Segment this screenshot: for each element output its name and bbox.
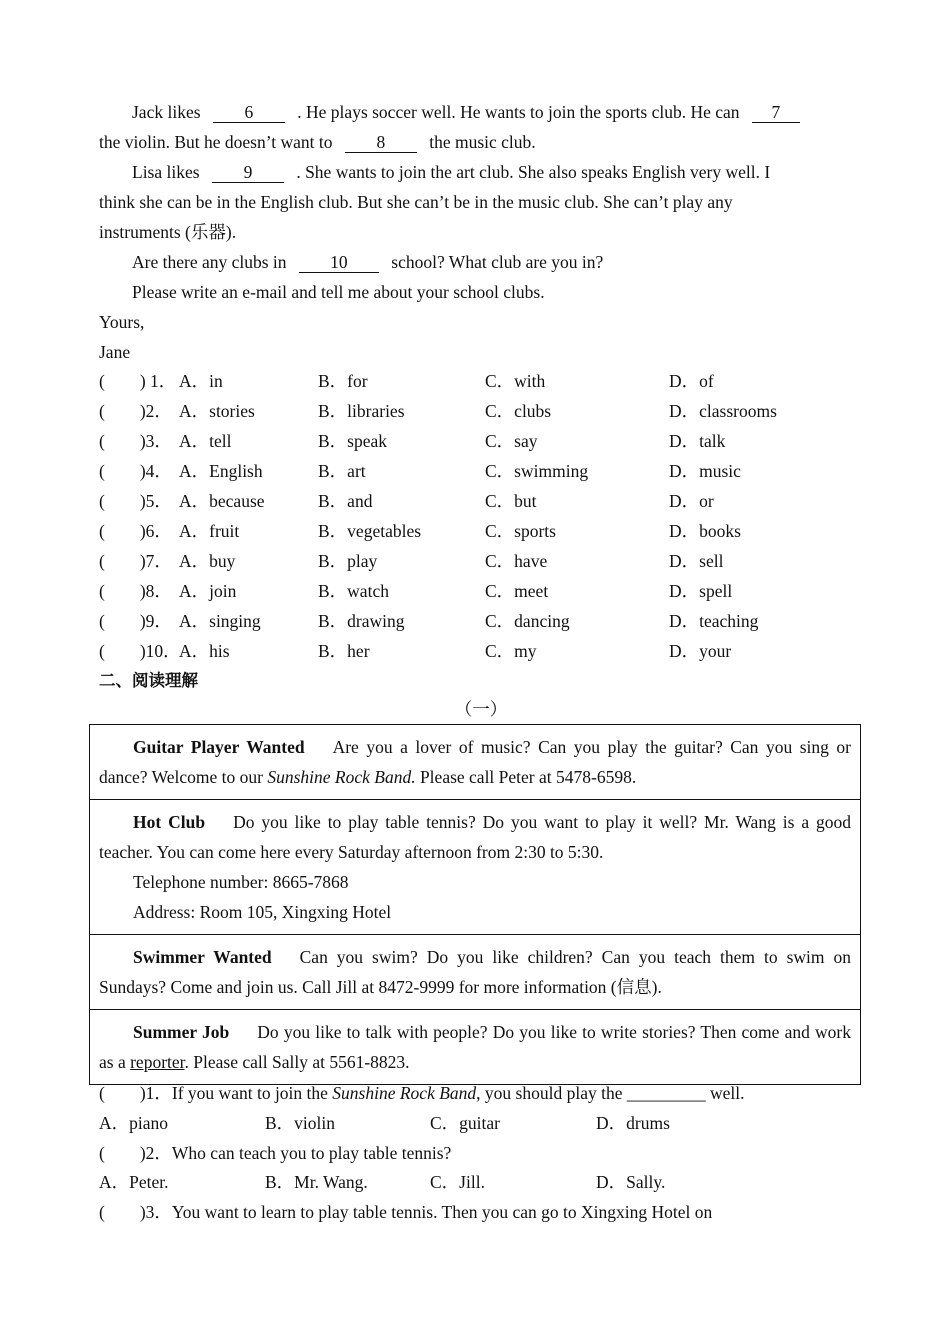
option-a: A．piano (99, 1113, 169, 1133)
text: school? What club are you in? (391, 252, 604, 272)
question-number: ( )5． (99, 491, 172, 511)
letter-closing: Yours, (99, 312, 145, 332)
reading-question-2 (99, 1138, 851, 1168)
question-number: ( )7． (99, 551, 172, 571)
question-number: ( )2． (99, 1143, 172, 1163)
ad-address: Address: Room 105, Xingxing Hotel (133, 902, 392, 922)
option-b: B．libraries (318, 401, 405, 421)
option-d: D．drums (596, 1113, 670, 1133)
letter-signature: Jane (99, 342, 131, 362)
option-b: B．watch (318, 581, 389, 601)
reading-question-1-options (99, 1108, 859, 1138)
question-number: ( ) 1． (99, 371, 177, 391)
option-a: A．join (179, 581, 237, 601)
option-a: A．English (179, 461, 263, 481)
cloze-question-row (99, 456, 859, 486)
question-number: ( )9． (99, 611, 172, 631)
option-a: A．singing (179, 611, 261, 631)
option-a: A．because (179, 491, 265, 511)
option-d: D．books (669, 521, 741, 541)
ad-text: Do you like to talk with people? Do you like to write stories? Then come and work as a (99, 1022, 851, 1072)
ad-phone: Telephone number: 8665-7868 (133, 872, 349, 892)
option-a: A．buy (179, 551, 236, 571)
cloze-question-row (99, 576, 859, 606)
ad-title: Swimmer Wanted (133, 947, 272, 967)
option-c: C．swimming (485, 461, 589, 481)
option-c: C．my (485, 641, 537, 661)
text: . She wants to join the art club. She also speaks English very well. I (296, 162, 771, 182)
option-d: D．spell (669, 581, 733, 601)
option-d: D．sell (669, 551, 724, 571)
letter-line-4: think she can be in the English club. But she can’t be in the music club. She can’t play any (99, 192, 733, 212)
band-name: Sunshine Rock Band. (267, 767, 416, 787)
ad-hot-club (90, 800, 860, 935)
reading-question-2-options (99, 1167, 859, 1197)
option-c: C．guitar (430, 1113, 500, 1133)
letter-line-2 (99, 127, 851, 157)
ad-title: Summer Job (133, 1022, 230, 1042)
text: Jack likes (132, 102, 201, 122)
text: . He plays soccer well. He wants to join the sports club. He can (297, 102, 740, 122)
option-a: A．stories (179, 401, 255, 421)
option-d: D．your (669, 641, 732, 661)
cloze-question-row (99, 516, 859, 546)
letter-line-3 (132, 157, 851, 187)
letter-line-6 (132, 247, 851, 277)
option-c: C．Jill. (430, 1172, 485, 1192)
option-c: C．dancing (485, 611, 570, 631)
blank-7: 7 (752, 102, 800, 123)
cloze-question-row (99, 396, 859, 426)
option-c: C．clubs (485, 401, 552, 421)
option-b: B．play (318, 551, 378, 571)
ad-text: . Please call Sally at 5561-8823. (184, 1052, 410, 1072)
option-d: D．classrooms (669, 401, 777, 421)
option-c: C．meet (485, 581, 549, 601)
letter-line-1 (132, 97, 851, 127)
option-d: D．talk (669, 431, 726, 451)
option-a: A．Peter. (99, 1172, 169, 1192)
option-b: B．art (318, 461, 366, 481)
option-a: A．tell (179, 431, 232, 451)
option-c: C．say (485, 431, 538, 451)
question-number: ( )4． (99, 461, 172, 481)
option-c: C．have (485, 551, 548, 571)
option-b: B．Mr. Wang. (265, 1172, 368, 1192)
option-a: A．his (179, 641, 230, 661)
blank-9: 9 (212, 162, 284, 183)
option-b: B．her (318, 641, 370, 661)
question-number: ( )1． (99, 1083, 172, 1103)
ad-text: Please call Peter at 5478-6598. (419, 767, 637, 787)
question-number: ( )3． (99, 431, 172, 451)
cloze-question-row (99, 366, 859, 396)
option-d: D．music (669, 461, 741, 481)
text: Lisa likes (132, 162, 200, 182)
ad-title: Hot Club (133, 812, 206, 832)
option-b: B．and (318, 491, 373, 511)
ad-title: Guitar Player Wanted (133, 737, 305, 757)
question-number: ( )3． (99, 1202, 172, 1222)
ad-summer-job (90, 1010, 860, 1084)
question-text: Who can teach you to play table tennis? (171, 1143, 452, 1163)
reporter-word: reporter (130, 1052, 185, 1072)
section-title: 二、阅读理解 (99, 671, 198, 690)
blank-10: 10 (299, 252, 379, 273)
option-c: C．with (485, 371, 546, 391)
option-c: C．but (485, 491, 537, 511)
option-b: B．speak (318, 431, 388, 451)
option-d: D．or (669, 491, 714, 511)
band-name: Sunshine Rock Band (332, 1083, 477, 1103)
letter-line-7: Please write an e-mail and tell me about your school clubs. (132, 282, 545, 302)
option-a: A．fruit (179, 521, 240, 541)
question-text: You want to learn to play table tennis. Then you can go to Xingxing Hotel on (171, 1202, 713, 1222)
ad-text: Can you swim? Do you like children? Can you teach them to swim on Sundays? Come and join us. Call Jill at 8472-9999 for more information (信息). (99, 947, 851, 997)
option-d: D．teaching (669, 611, 759, 631)
option-d: D．Sally. (596, 1172, 666, 1192)
question-number: ( )8． (99, 581, 172, 601)
option-b: B．for (318, 371, 368, 391)
question-text: If you want to join the (171, 1083, 328, 1103)
cloze-question-row (99, 636, 859, 666)
ad-guitar (90, 725, 860, 800)
ad-text: Are you a lover of music? Can you play the guitar? Can you sing or dance? Welcome to our (99, 737, 851, 787)
cloze-question-row (99, 486, 859, 516)
option-a: A．in (179, 371, 223, 391)
text: Are there any clubs in (132, 252, 287, 272)
ad-text: Do you like to play table tennis? Do you want to play it well? Mr. Wang is a good teacher. You can come here every Saturday afternoon from 2:30 to 5:30. (99, 812, 851, 862)
cloze-question-row (99, 606, 859, 636)
passage-label: （一） (454, 699, 508, 719)
blank-6: 6 (213, 102, 285, 123)
option-b: B．drawing (318, 611, 405, 631)
reading-question-3 (99, 1197, 851, 1227)
question-number: ( )6． (99, 521, 172, 541)
question-number: ( )10． (99, 641, 181, 661)
text: the music club. (429, 132, 536, 152)
ads-table (89, 724, 861, 1085)
cloze-question-row (99, 546, 859, 576)
reading-question-1 (99, 1078, 851, 1108)
text: the violin. But he doesn’t want to (99, 132, 333, 152)
option-b: B．violin (265, 1113, 336, 1133)
option-b: B．vegetables (318, 521, 422, 541)
letter-line-5: instruments (乐器). (99, 222, 237, 242)
question-number: ( )2． (99, 401, 172, 421)
option-c: C．sports (485, 521, 556, 541)
question-text: , you should play the _________ well. (476, 1083, 745, 1103)
blank-8: 8 (345, 132, 417, 153)
ad-swimmer (90, 935, 860, 1010)
cloze-question-row (99, 426, 859, 456)
option-d: D．of (669, 371, 714, 391)
